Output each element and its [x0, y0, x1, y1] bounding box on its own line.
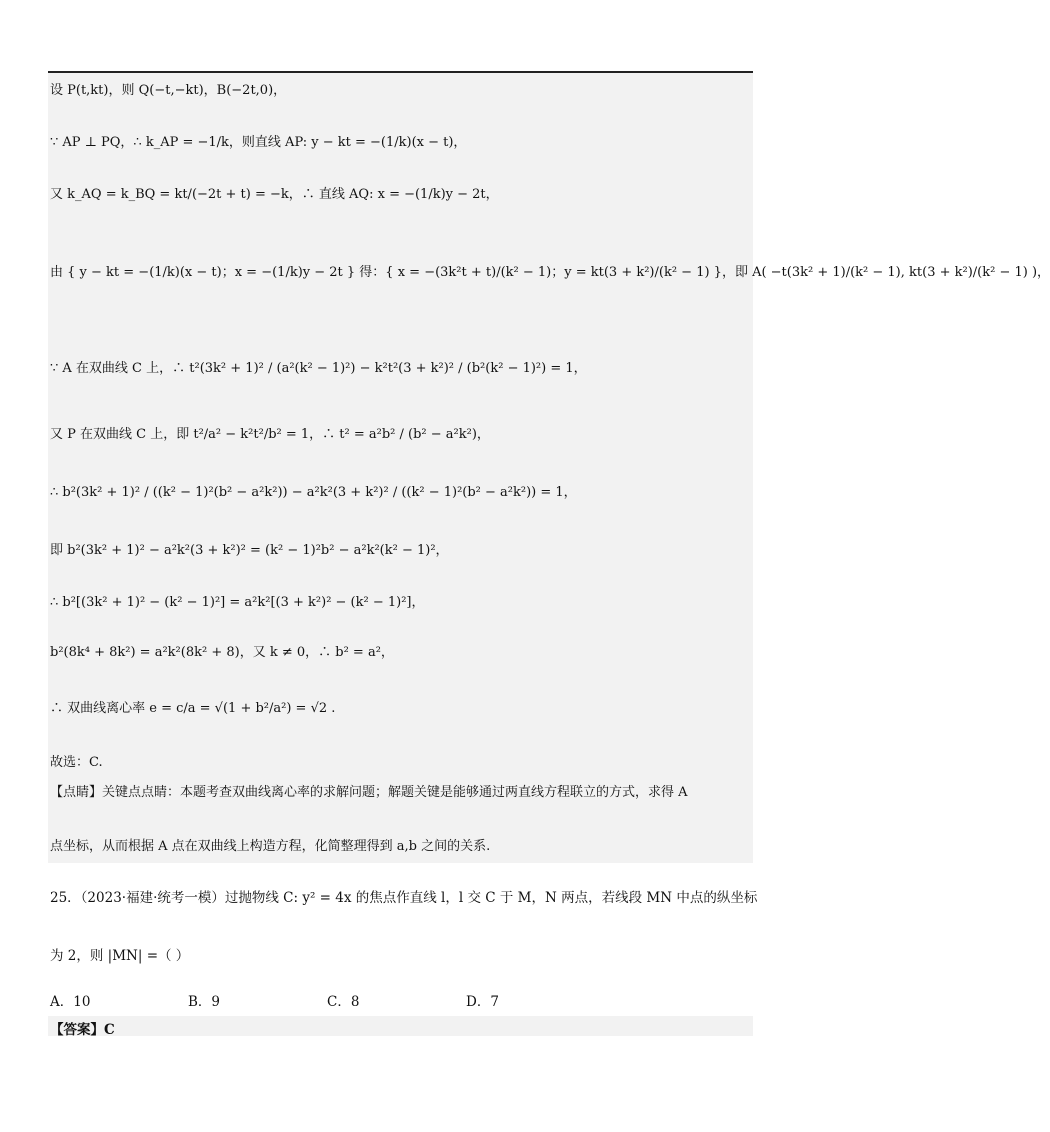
solution-line-11: ∴ 双曲线离心率 e = c/a = √(1 + b²/a²) = √2 .: [50, 701, 336, 716]
option-b: B．9: [188, 994, 221, 1010]
solution-line-7: ∴ b²(3k² + 1)² / ((k² − 1)²(b² − a²k²)) − a²k²(3 + k²)² / ((k² − 1)²(b² − a²k²)) = 1，: [50, 485, 577, 500]
option-d: D．7: [466, 994, 499, 1010]
solution-line-1: 设 P(t,kt)，则 Q(−t,−kt)，B(−2t,0)，: [50, 83, 287, 98]
option-a: A．10: [50, 994, 91, 1010]
answer-background: [48, 1016, 753, 1036]
solution-line-8: 即 b²(3k² + 1)² − a²k²(3 + k²)² = (k² − 1)²b² − a²k²(k² − 1)²，: [50, 543, 449, 558]
answer-choice-text: 故选：C.: [50, 755, 103, 770]
solution-line-3: 又 k_AQ = k_BQ = kt/(−2t + t) = −k，∴ 直线 AQ: x = −(1/k)y − 2t，: [50, 187, 499, 202]
question-stem-continued: 为 2，则 |MN| =（ ）: [50, 948, 190, 964]
solution-line-4: 由 { y − kt = −(1/k)(x − t)；x = −(1/k)y − 2t } 得：{ x = −(3k²t + t)/(k² − 1)；y = kt(3 + k²)/(k² − 1) }，即 A( −t(3k² + 1)/(k² − 1), kt(3 + k²)/(k² − 1) )，: [50, 265, 1050, 280]
solution-line-10: b²(8k⁴ + 8k²) = a²k²(8k² + 8)，又 k ≠ 0，∴ b² = a²，: [50, 645, 394, 660]
question-stem: 25．（2023·福建·统考一模）过抛物线 C: y² = 4x 的焦点作直线 l，l 交 C 于 M，N 两点，若线段 MN 中点的纵坐标: [50, 890, 758, 906]
option-c: C．8: [327, 994, 360, 1010]
solution-line-6: 又 P 在双曲线 C 上，即 t²/a² − k²t²/b² = 1，∴ t² = a²b² / (b² − a²k²)，: [50, 427, 490, 442]
solution-line-5: ∵ A 在双曲线 C 上，∴ t²(3k² + 1)² / (a²(k² − 1)²) − k²t²(3 + k²)² / (b²(k² − 1)²) = 1，: [50, 361, 587, 376]
solution-line-2: ∵ AP ⊥ PQ，∴ k_AP = −1/k，则直线 AP: y − kt = −(1/k)(x − t)，: [50, 135, 467, 150]
key-point-text: 【点睛】关键点点睛：本题考查双曲线离心率的求解问题；解题关键是能够通过两直线方程联立的方式，求得 A: [50, 785, 688, 800]
solution-line-9: ∴ b²[(3k² + 1)² − (k² − 1)²] = a²k²[(3 + k²)² − (k² − 1)²]，: [50, 595, 425, 610]
answer-label: 【答案】C: [50, 1022, 115, 1038]
key-point-text-continued: 点坐标，从而根据 A 点在双曲线上构造方程，化简整理得到 a,b 之间的关系.: [50, 839, 491, 854]
